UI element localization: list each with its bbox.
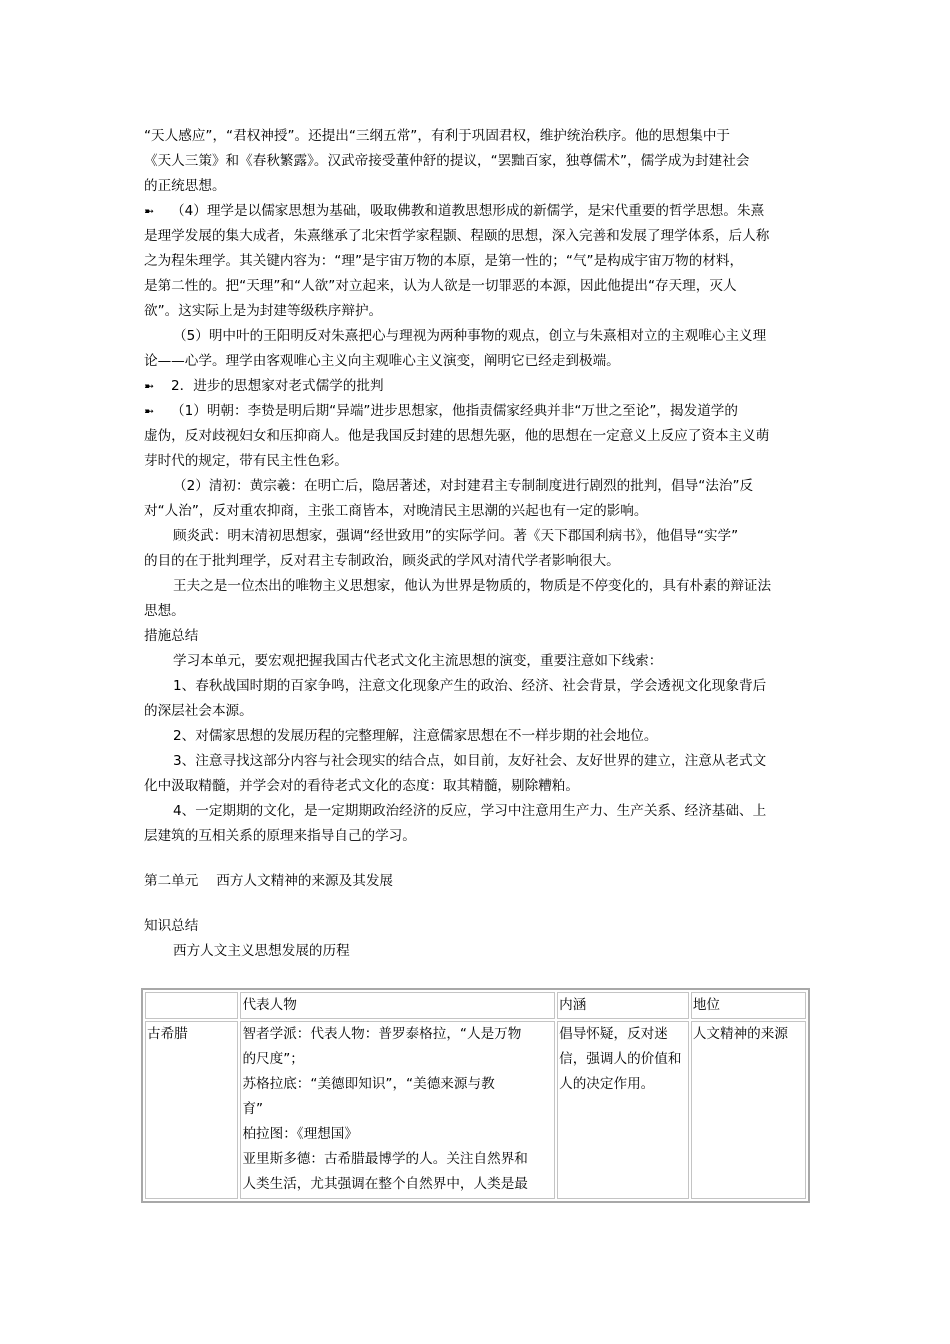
cell-line: 信，强调人的价值和	[559, 1051, 682, 1067]
cell-line: 亚里斯多德：古希腊最博学的人。关注自然界和	[242, 1151, 528, 1167]
text-line: （5）明中叶的王阳明反对朱熹把心与理视为两种事物的观点，创立与朱熹相对立的主观唯心主义理	[173, 328, 767, 344]
text-line: 层建筑的互相关系的原理来指导自己的学习。	[144, 828, 416, 844]
text-line: 化中汲取精髓，并学会对的看待老式文化的态度：取其精髓，剔除糟粕。	[144, 778, 579, 794]
text-line: 学习本单元，要宏观把握我国古代老式文化主流思想的演变，重要注意如下线索：	[173, 653, 663, 669]
table-caption: 西方人文主义思想发展的历程	[173, 943, 350, 959]
text-line: 1、春秋战国时期的百家争鸣，注意文化现象产生的政治、经济、社会背景，学会透视文化现象背后	[173, 678, 767, 694]
table-header-cell	[145, 992, 238, 1019]
cell-line: 育”	[242, 1101, 264, 1117]
text-line: 之为程朱理学。其关键内容为：“理”是宇宙万物的本原，是第一性的；“气”是构成宇宙万物的材料，	[144, 253, 744, 269]
table-cell-meaning	[557, 1021, 689, 1199]
text-line: 对“人治”，反对重农抑商，主张工商皆本，对晚清民主思潮的兴起也有一定的影响。	[144, 503, 648, 519]
text-line: 芽时代的规定，带有民主性色彩。	[144, 453, 348, 469]
section-heading: 措施总结	[144, 628, 199, 644]
text-line: 3、注意寻找这部分内容与社会现实的结合点，如目前，友好社会、友好世界的建立，注意从老式文	[173, 753, 767, 769]
cell-line: 苏格拉底：“美德即知识”，“美德来源与教	[242, 1076, 495, 1092]
text-line: 欲”。这实际上是为封建等级秩序辩护。	[144, 303, 383, 319]
humanism-table	[141, 988, 810, 1203]
pointing-hand-icon: ➼	[144, 204, 155, 218]
cell-line: 人类生活，尤其强调在整个自然界中，人类是最	[242, 1176, 528, 1192]
cell-line: 的尺度”；	[242, 1051, 304, 1067]
text-line: 虚伪，反对歧视妇女和压抑商人。他是我国反封建的思想先驱，他的思想在一定意义上反应了资本主义萌	[144, 428, 770, 444]
cell-line: 倡导怀疑，反对迷	[559, 1026, 668, 1042]
cell-line: 人的决定作用。	[559, 1076, 655, 1092]
text-line: 是第二性的。把“天理”和“人欲”对立起来，认为人欲是一切罪恶的本源，因此他提出“存天理，灭人	[144, 278, 737, 294]
table-header-cell: 地位	[691, 992, 806, 1019]
text-line: 4、一定期期的文化，是一定期期政治经济的反应，学习中注意用生产力、生产关系、经济基础、上	[173, 803, 767, 819]
document-body	[144, 124, 806, 964]
unit-heading: 第二单元 西方人文精神的来源及其发展	[144, 873, 394, 889]
text-line: 的目的在于批判理学，反对君主专制政治，顾炎武的学风对清代学者影响很大。	[144, 553, 620, 569]
text-line: 论——心学。理学由客观唯心主义向主观唯心主义演变，阐明它已经走到极端。	[144, 353, 620, 369]
text-line: 王夫之是一位杰出的唯物主义思想家，他认为世界是物质的，物质是不停变化的，具有朴素的辩证法	[173, 578, 772, 594]
text-line: 的正统思想。	[144, 178, 226, 194]
cell-line: 柏拉图：《理想国》	[242, 1126, 358, 1142]
text-line: 是理学发展的集大成者，朱熹继承了北宋哲学家程颢、程颐的思想，深入完善和发展了理学体系，后人称	[144, 228, 770, 244]
table-row	[145, 1021, 806, 1199]
table-cell-status: 人文精神的来源	[691, 1021, 806, 1199]
table-cell-period: 古希腊	[145, 1021, 238, 1199]
table-header-cell: 内涵	[557, 992, 689, 1019]
text-line: 《天人三策》和《春秋繁露》。汉武帝接受董仲舒的提议，“罢黜百家，独尊儒术”，儒学成为封建社会	[144, 153, 750, 169]
text-line: （4）理学是以儒家思想为基础，吸取佛教和道教思想形成的新儒学，是宋代重要的哲学思想。朱熹	[171, 203, 765, 219]
text-line: 2．进步的思想家对老式儒学的批判	[171, 378, 384, 394]
text-line: 2、对儒家思想的发展历程的完整理解，注意儒家思想在不一样步期的社会地位。	[173, 728, 658, 744]
section-heading: 知识总结	[144, 918, 199, 934]
text-line: 思想。	[144, 603, 185, 619]
text-line: “天人感应”，“君权神授”。还提出“三纲五常”，有利于巩固君权，维护统治秩序。他的思想集中于	[144, 128, 731, 144]
text-line: 顾炎武：明末清初思想家，强调“经世致用”的实际学问。著《天下郡国利病书》，他倡导“实学”	[173, 528, 739, 544]
table-header-cell: 代表人物	[240, 992, 555, 1019]
cell-line: 智者学派：代表人物：普罗泰格拉，“人是万物	[242, 1026, 522, 1042]
pointing-hand-icon: ➼	[144, 379, 155, 393]
table-cell-figures	[240, 1021, 555, 1199]
table-header-row	[145, 992, 806, 1019]
text-line: （2）清初：黄宗羲：在明亡后，隐居著述，对封建君主专制制度进行剧烈的批判，倡导“法治”反	[173, 478, 754, 494]
text-line: （1）明朝：李贽是明后期“异端”进步思想家，他指责儒家经典并非“万世之至论”，揭发道学的	[171, 403, 738, 419]
pointing-hand-icon: ➼	[144, 404, 155, 418]
text-line: 的深层社会本源。	[144, 703, 253, 719]
